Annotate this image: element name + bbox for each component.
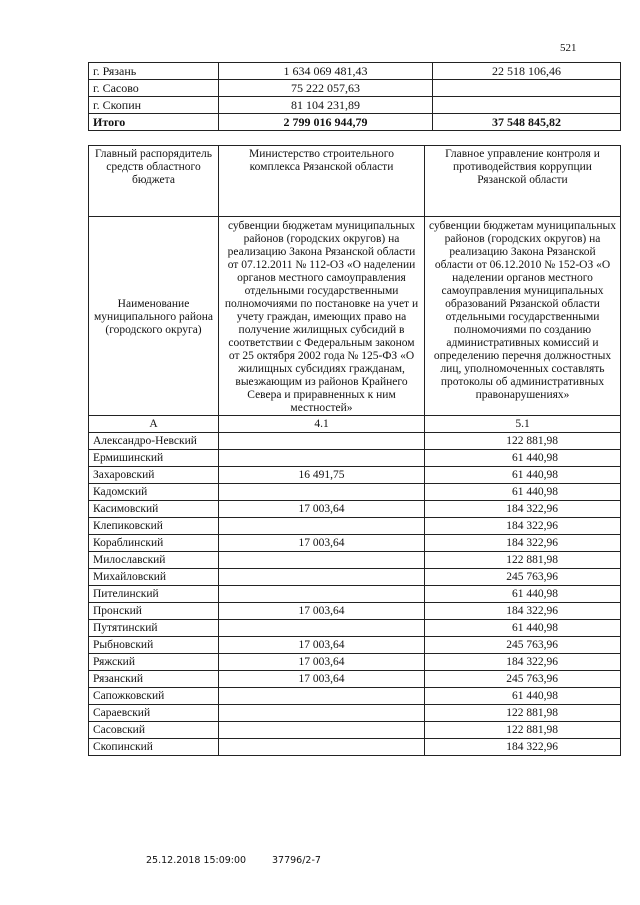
- table-row: [89, 501, 621, 518]
- header-row-codes: [89, 416, 621, 433]
- value-4-1-cell: [219, 722, 425, 739]
- district-name-cell: Сапожковский: [89, 688, 219, 705]
- table-row: [89, 620, 621, 637]
- value-4-1-cell: [219, 569, 425, 586]
- summary-row: [89, 80, 621, 97]
- value-4-1-cell: [219, 552, 425, 569]
- district-name-cell: Скопинский: [89, 739, 219, 756]
- district-name-cell: Пронский: [89, 603, 219, 620]
- summary-value-cell: 1 634 069 481,43: [219, 63, 433, 80]
- header-row-distributor: [89, 146, 621, 217]
- summary-row: [89, 97, 621, 114]
- table-row: [89, 433, 621, 450]
- district-name-cell: Сараевский: [89, 705, 219, 722]
- value-4-1-cell: [219, 450, 425, 467]
- district-name-cell: Путятинский: [89, 620, 219, 637]
- table-row: [89, 705, 621, 722]
- district-name-cell: Кадомский: [89, 484, 219, 501]
- value-4-1-cell: 17 003,64: [219, 637, 425, 654]
- summary-value-cell: 81 104 231,89: [219, 97, 433, 114]
- column-code-5-1: 5.1: [425, 416, 621, 433]
- value-4-1-cell: [219, 484, 425, 501]
- value-5-1-cell: 122 881,98: [425, 722, 621, 739]
- header-cell-municipality: Наименование муниципального района (городского округа): [89, 217, 219, 416]
- table-row: [89, 450, 621, 467]
- summary-value-cell: 22 518 106,46: [433, 63, 621, 80]
- table-row: [89, 654, 621, 671]
- value-5-1-cell: 122 881,98: [425, 705, 621, 722]
- value-5-1-cell: 61 440,98: [425, 688, 621, 705]
- value-5-1-cell: 61 440,98: [425, 586, 621, 603]
- value-5-1-cell: 184 322,96: [425, 535, 621, 552]
- value-5-1-cell: 245 763,96: [425, 671, 621, 688]
- table-row: [89, 722, 621, 739]
- district-name-cell: Захаровский: [89, 467, 219, 484]
- header-row-description: [89, 217, 621, 416]
- table-row: [89, 569, 621, 586]
- page-number: 521: [560, 42, 577, 54]
- value-4-1-cell: [219, 688, 425, 705]
- header-cell-subvention-5-1: субвенции бюджетам муниципальных районов (городских округов) на реализацию Закона Рязанской области от 06.12.2010 № 152-ОЗ «О наделении органов местного самоуправления муниципальных образований Рязанской области отдельными государственными полномочиями по созданию административных комиссий и определению перечня должностных лиц, уполномоченных составлять протоколы об административных правонарушениях»: [425, 217, 621, 416]
- summary-name-cell: г. Скопин: [89, 97, 219, 114]
- district-name-cell: Пителинский: [89, 586, 219, 603]
- subvention-table: [88, 145, 621, 756]
- district-name-cell: Клепиковский: [89, 518, 219, 535]
- value-5-1-cell: 184 322,96: [425, 739, 621, 756]
- value-5-1-cell: 122 881,98: [425, 433, 621, 450]
- district-name-cell: Ермишинский: [89, 450, 219, 467]
- summary-row: [89, 63, 621, 80]
- table-row: [89, 535, 621, 552]
- header-cell-ministry: Министерство строительного комплекса Рязанской области: [219, 146, 425, 217]
- summary-value-cell: 2 799 016 944,79: [219, 114, 433, 131]
- table-row: [89, 518, 621, 535]
- summary-value-cell: [433, 97, 621, 114]
- value-5-1-cell: 184 322,96: [425, 654, 621, 671]
- value-5-1-cell: 184 322,96: [425, 603, 621, 620]
- summary-value-cell: 75 222 057,63: [219, 80, 433, 97]
- value-5-1-cell: 245 763,96: [425, 637, 621, 654]
- summary-name-cell: г. Сасово: [89, 80, 219, 97]
- summary-table: [88, 62, 621, 131]
- district-name-cell: Михайловский: [89, 569, 219, 586]
- header-cell-distributor: Главный распорядитель средств областного бюджета: [89, 146, 219, 217]
- table-row: [89, 484, 621, 501]
- footer-datetime: 25.12.2018 15:09:00: [146, 855, 247, 866]
- value-4-1-cell: 16 491,75: [219, 467, 425, 484]
- value-5-1-cell: 122 881,98: [425, 552, 621, 569]
- value-4-1-cell: [219, 433, 425, 450]
- value-4-1-cell: 17 003,64: [219, 535, 425, 552]
- value-5-1-cell: 184 322,96: [425, 518, 621, 535]
- district-name-cell: Сасовский: [89, 722, 219, 739]
- summary-row: [89, 114, 621, 131]
- value-4-1-cell: 17 003,64: [219, 654, 425, 671]
- value-4-1-cell: [219, 586, 425, 603]
- value-4-1-cell: [219, 739, 425, 756]
- value-4-1-cell: [219, 620, 425, 637]
- column-code-4-1: 4.1: [219, 416, 425, 433]
- district-name-cell: Александро-Невский: [89, 433, 219, 450]
- district-name-cell: Ряжский: [89, 654, 219, 671]
- district-name-cell: Кораблинский: [89, 535, 219, 552]
- value-5-1-cell: 61 440,98: [425, 620, 621, 637]
- summary-name-cell: Итого: [89, 114, 219, 131]
- value-5-1-cell: 61 440,98: [425, 484, 621, 501]
- value-5-1-cell: 184 322,96: [425, 501, 621, 518]
- header-cell-control-directorate: Главное управление контроля и противодействия коррупции Рязанской области: [425, 146, 621, 217]
- district-name-cell: Рязанский: [89, 671, 219, 688]
- table-row: [89, 467, 621, 484]
- value-5-1-cell: 61 440,98: [425, 467, 621, 484]
- value-4-1-cell: [219, 705, 425, 722]
- table-row: [89, 671, 621, 688]
- table-row: [89, 603, 621, 620]
- header-cell-subvention-4-1: субвенции бюджетам муниципальных районов (городских округов) на реализацию Закона Рязанской области от 07.12.2011 № 112-ОЗ «О наделении органов местного самоуправления отдельными государственными полномочиями по постановке на учет и учету граждан, имеющих право на получение жилищных субсидий в соответствии с Федеральным законом от 25 октября 2002 года № 125-ФЗ «О жилищных субсидиях гражданам, выезжающим из районов Крайнего Севера и приравненных к ним местностей»: [219, 217, 425, 416]
- value-4-1-cell: 17 003,64: [219, 671, 425, 688]
- district-name-cell: Рыбновский: [89, 637, 219, 654]
- table-row: [89, 586, 621, 603]
- table-row: [89, 552, 621, 569]
- column-code-a: А: [89, 416, 219, 433]
- table-row: [89, 739, 621, 756]
- summary-value-cell: [433, 80, 621, 97]
- value-4-1-cell: 17 003,64: [219, 501, 425, 518]
- district-name-cell: Милославский: [89, 552, 219, 569]
- district-name-cell: Касимовский: [89, 501, 219, 518]
- value-4-1-cell: [219, 518, 425, 535]
- value-4-1-cell: 17 003,64: [219, 603, 425, 620]
- summary-value-cell: 37 548 845,82: [433, 114, 621, 131]
- footer-doc-id: 37796/2-7: [272, 855, 321, 866]
- table-row: [89, 637, 621, 654]
- value-5-1-cell: 61 440,98: [425, 450, 621, 467]
- table-row: [89, 688, 621, 705]
- value-5-1-cell: 245 763,96: [425, 569, 621, 586]
- summary-name-cell: г. Рязань: [89, 63, 219, 80]
